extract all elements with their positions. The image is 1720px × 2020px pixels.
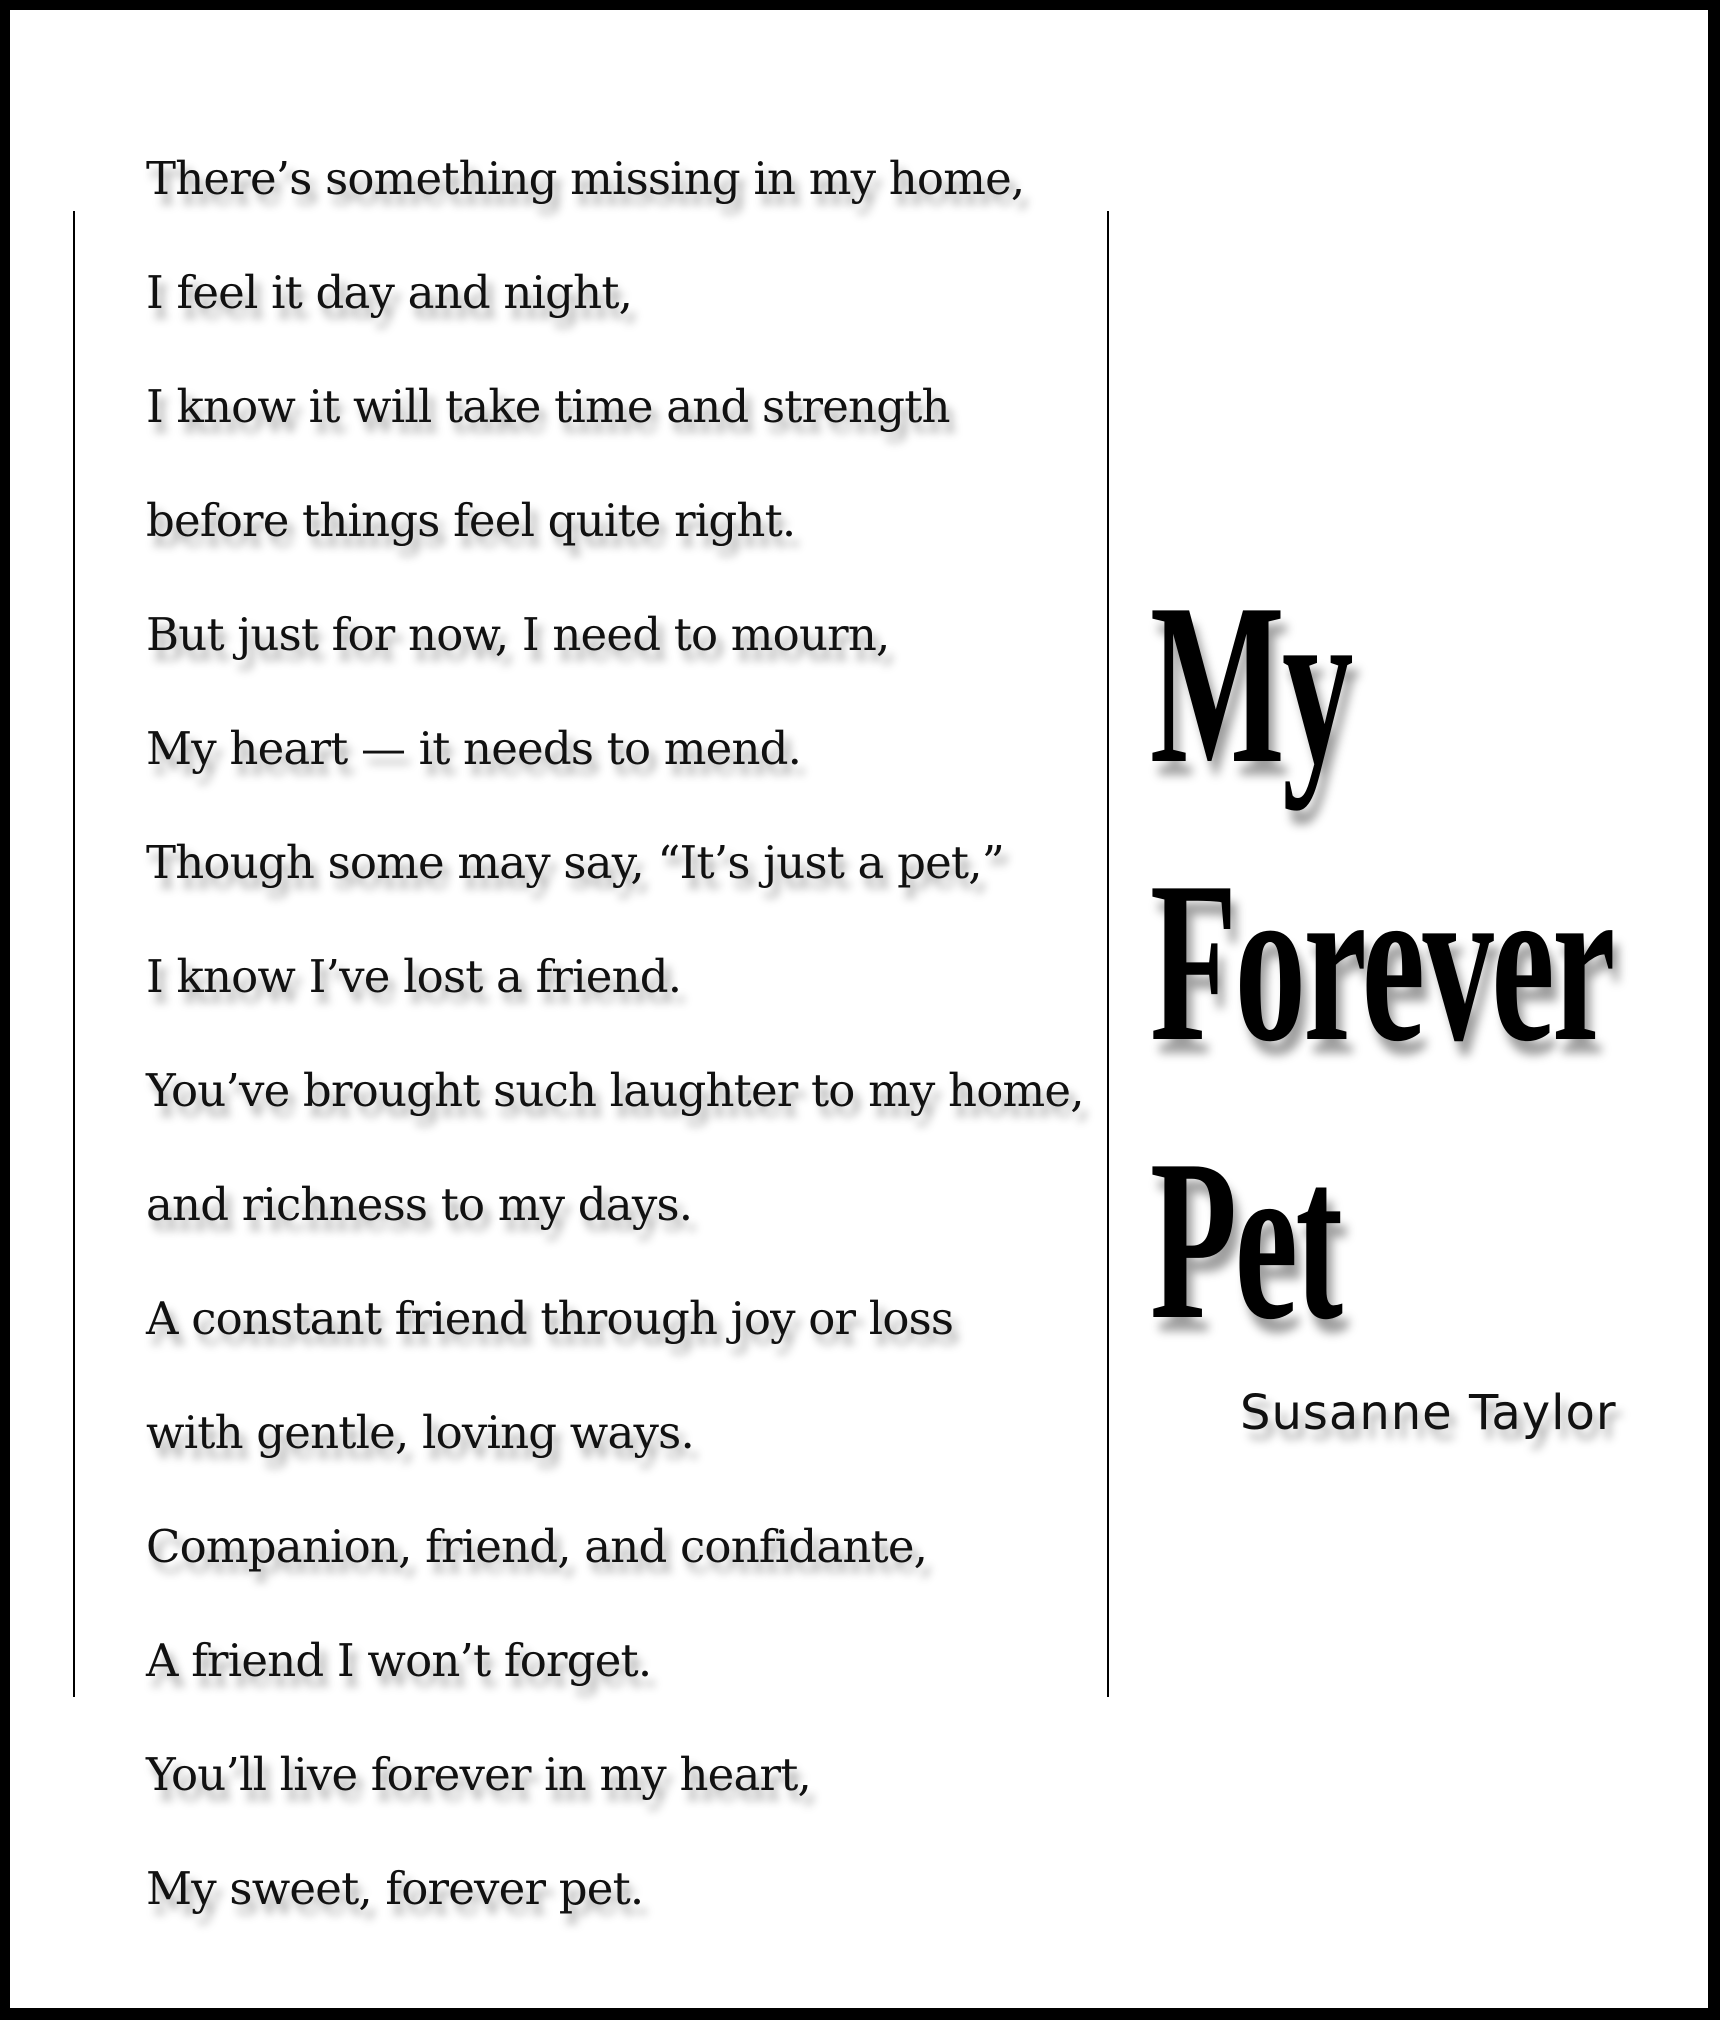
author-name: Susanne Taylor xyxy=(1240,1385,1617,1441)
poem-line: Companion, friend, and confidante, xyxy=(146,1520,928,1573)
title-word-forever: Forever xyxy=(1150,834,1613,1089)
poem-body xyxy=(146,122,1106,1946)
poem-line: There’s something missing in my home, xyxy=(146,152,1025,205)
title-word-pet: Pet xyxy=(1150,1112,1341,1367)
poem-line: with gentle, loving ways. xyxy=(146,1406,694,1459)
poem-line: A constant friend through joy or loss xyxy=(146,1292,954,1345)
poem-line: before things feel quite right. xyxy=(146,494,796,547)
poem-line: Though some may say, “It’s just a pet,” xyxy=(146,836,1004,889)
poem-line: I know I’ve lost a friend. xyxy=(146,950,682,1003)
left-divider-line xyxy=(73,211,75,1697)
poem-line: and richness to my days. xyxy=(146,1178,693,1231)
poem-title xyxy=(1150,545,1710,1379)
right-divider-line xyxy=(1107,211,1109,1697)
poem-line: You’ll live forever in my heart, xyxy=(146,1748,811,1801)
poem-line: You’ve brought such laughter to my home, xyxy=(146,1064,1084,1117)
poem-page xyxy=(10,10,1708,2008)
poem-line: A friend I won’t forget. xyxy=(146,1634,652,1687)
title-word-my: My xyxy=(1150,556,1351,811)
poem-line: I know it will take time and strength xyxy=(146,380,950,433)
poem-line: My sweet, forever pet. xyxy=(146,1862,644,1915)
poem-line: But just for now, I need to mourn, xyxy=(146,608,890,661)
poem-line: I feel it day and night, xyxy=(146,266,633,319)
poem-line: My heart — it needs to mend. xyxy=(146,722,802,775)
